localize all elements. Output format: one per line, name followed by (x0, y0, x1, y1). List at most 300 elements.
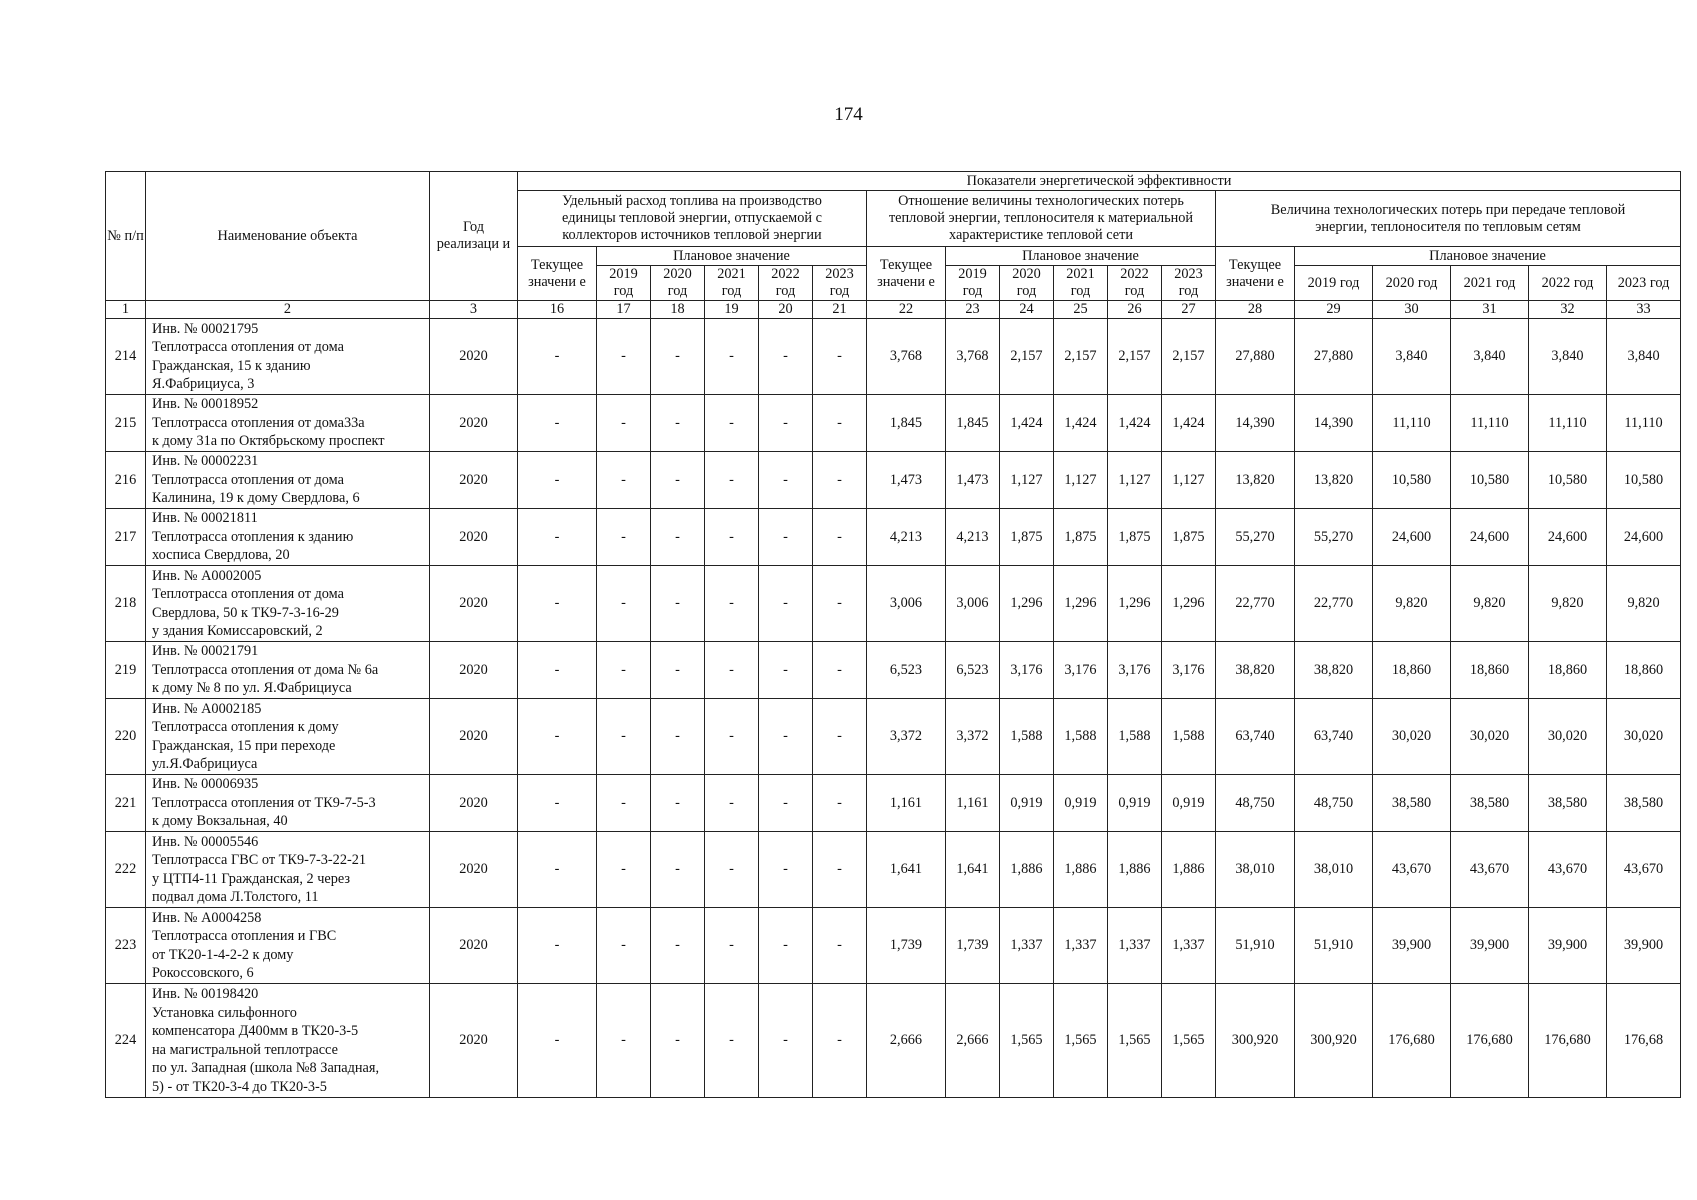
value-cell: 300,920 (1216, 984, 1295, 1098)
object-name-line: 5) - от ТК20-3-4 до ТК20-3-5 (152, 1078, 327, 1095)
value-cell: - (813, 566, 867, 642)
object-name-line: хосписа Свердлова, 20 (152, 547, 290, 564)
value-cell: 1,845 (946, 395, 1000, 452)
object-name-line: Инв. № 00018952 (152, 396, 259, 413)
value-cell: 18,860 (1373, 642, 1451, 699)
object-name-line: Теплотрасса отопления к зданию (152, 528, 354, 545)
object-name-line: Гражданская, 15 при переходе (152, 737, 336, 754)
table-row (106, 984, 1681, 1098)
value-cell: 3,006 (946, 566, 1000, 642)
value-cell: - (518, 832, 597, 908)
value-cell: - (759, 775, 813, 832)
value-cell: - (518, 395, 597, 452)
value-cell: 39,900 (1529, 908, 1607, 984)
value-cell: - (813, 699, 867, 775)
row-number: 216 (106, 452, 146, 509)
value-cell: 2,666 (867, 984, 946, 1098)
value-cell: - (759, 452, 813, 509)
value-cell: - (651, 984, 705, 1098)
value-cell: - (651, 566, 705, 642)
value-cell: 0,919 (1000, 775, 1054, 832)
column-number: 23 (946, 301, 1000, 319)
value-cell: - (759, 642, 813, 699)
value-cell: - (813, 775, 867, 832)
value-cell: - (651, 319, 705, 395)
value-cell: 176,680 (1373, 984, 1451, 1098)
value-cell: 48,750 (1216, 775, 1295, 832)
column-number: 17 (597, 301, 651, 319)
value-cell: - (813, 832, 867, 908)
value-cell: 3,176 (1000, 642, 1054, 699)
column-number: 3 (430, 301, 518, 319)
implementation-year: 2020 (430, 509, 518, 566)
value-cell: 1,127 (1000, 452, 1054, 509)
value-cell: 9,820 (1529, 566, 1607, 642)
header-year: 2022 год (759, 266, 813, 301)
header-col-no: № п/п (106, 172, 146, 301)
value-cell: 1,739 (946, 908, 1000, 984)
value-cell: - (518, 319, 597, 395)
value-cell: - (759, 509, 813, 566)
row-number: 218 (106, 566, 146, 642)
row-number: 222 (106, 832, 146, 908)
value-cell: 11,110 (1451, 395, 1529, 452)
value-cell: - (759, 908, 813, 984)
value-cell: - (651, 642, 705, 699)
value-cell: 30,020 (1607, 699, 1681, 775)
value-cell: 0,919 (1054, 775, 1108, 832)
object-name-line: Теплотрасса отопления к дому (152, 719, 339, 735)
value-cell: - (705, 775, 759, 832)
implementation-year: 2020 (430, 699, 518, 775)
value-cell: 1,424 (1108, 395, 1162, 452)
header-planned-1: Плановое значение (597, 247, 867, 266)
value-cell: 3,840 (1451, 319, 1529, 395)
object-name-line: Инв. № 00021811 (152, 510, 258, 527)
value-cell: 10,580 (1451, 452, 1529, 509)
value-cell: - (651, 908, 705, 984)
column-number: 21 (813, 301, 867, 319)
value-cell: 1,296 (1054, 566, 1108, 642)
header-year: 2020 год (1373, 266, 1451, 301)
object-name-line: Инв. № А0002185 (152, 700, 262, 717)
value-cell: 1,473 (946, 452, 1000, 509)
header-year: 2023 год (1607, 266, 1681, 301)
value-cell: 0,919 (1108, 775, 1162, 832)
object-name-line: у ЦТП4-11 Гражданская, 2 через (152, 870, 351, 887)
object-name-line: ул.Я.Фабрициуса (152, 756, 258, 772)
object-name-line: Инв. № А0004258 (152, 909, 262, 926)
value-cell: 3,176 (1054, 642, 1108, 699)
value-cell: - (651, 775, 705, 832)
object-name-line: Теплотрасса отопления от дома (152, 339, 344, 355)
energy-efficiency-table (105, 171, 1681, 1098)
header-planned-2: Плановое значение (946, 247, 1216, 266)
object-name-line: подвал дома Л.Толстого, 11 (152, 889, 319, 905)
object-name-line: Я.Фабрициуса, 3 (152, 376, 255, 392)
value-cell: 38,820 (1295, 642, 1373, 699)
value-cell: - (518, 642, 597, 699)
object-name-line: Инв. № А0002005 (152, 567, 262, 584)
value-cell: - (759, 984, 813, 1098)
value-cell: 1,588 (1162, 699, 1216, 775)
implementation-year: 2020 (430, 566, 518, 642)
value-cell: 38,010 (1295, 832, 1373, 908)
header-col-name: Наименование объекта (146, 172, 430, 301)
value-cell: - (518, 699, 597, 775)
value-cell: 1,127 (1108, 452, 1162, 509)
value-cell: 1,875 (1054, 509, 1108, 566)
value-cell: 38,580 (1451, 775, 1529, 832)
object-name-line: Теплотрасса отопления от ТК9-7-5-3 (152, 794, 376, 811)
value-cell: 38,010 (1216, 832, 1295, 908)
value-cell: 18,860 (1451, 642, 1529, 699)
value-cell: 3,768 (867, 319, 946, 395)
value-cell: 30,020 (1451, 699, 1529, 775)
value-cell: 39,900 (1607, 908, 1681, 984)
row-number: 219 (106, 642, 146, 699)
value-cell: - (705, 566, 759, 642)
value-cell: 1,886 (1000, 832, 1054, 908)
object-name (146, 566, 430, 642)
value-cell: 1,337 (1054, 908, 1108, 984)
value-cell: 2,157 (1108, 319, 1162, 395)
value-cell: - (813, 984, 867, 1098)
header-block2-title: Отношение величины технологических потерь тепловой энергии, теплоносителя к материальной характеристике тепловой сети (867, 191, 1216, 247)
header-year: 2020 год (651, 266, 705, 301)
header-year: 2019 год (946, 266, 1000, 301)
value-cell: 176,680 (1451, 984, 1529, 1098)
value-cell: - (597, 908, 651, 984)
column-number: 19 (705, 301, 759, 319)
table-header (106, 172, 1681, 319)
value-cell: - (705, 832, 759, 908)
value-cell: 3,768 (946, 319, 1000, 395)
value-cell: 30,020 (1373, 699, 1451, 775)
value-cell: - (597, 699, 651, 775)
header-planned-3: Плановое значение (1295, 247, 1681, 266)
implementation-year: 2020 (430, 319, 518, 395)
header-current-3: Текущее значени е (1216, 247, 1295, 301)
header-year: 2023 год (1162, 266, 1216, 301)
implementation-year: 2020 (430, 984, 518, 1098)
value-cell: 1,641 (867, 832, 946, 908)
value-cell: - (813, 452, 867, 509)
value-cell: 11,110 (1373, 395, 1451, 452)
value-cell: - (518, 775, 597, 832)
header-block1-title: Удельный расход топлива на производство единицы тепловой энергии, отпускаемой с коллекторов источников тепловой энергии (518, 191, 867, 247)
value-cell: 2,157 (1000, 319, 1054, 395)
object-name-line: по ул. Западная (школа №8 Западная, (152, 1060, 380, 1076)
value-cell: - (518, 566, 597, 642)
value-cell: 27,880 (1216, 319, 1295, 395)
object-name-line: Свердлова, 50 к ТК9-7-3-16-29 (152, 604, 339, 621)
value-cell: 39,900 (1451, 908, 1529, 984)
value-cell: 63,740 (1295, 699, 1373, 775)
value-cell: 43,670 (1607, 832, 1681, 908)
object-name-line: Теплотрасса отопления от дома № 6а (152, 661, 379, 678)
object-name-line: к дому 31а по Октябрьскому проспект (152, 433, 385, 450)
value-cell: - (813, 509, 867, 566)
value-cell: 1,296 (1000, 566, 1054, 642)
row-number: 214 (106, 319, 146, 395)
header-block3-title: Величина технологических потерь при передаче тепловой энергии, теплоносителя по тепловым сетям (1216, 191, 1681, 247)
object-name-line: Инв. № 00006935 (152, 776, 259, 793)
column-number: 2 (146, 301, 430, 319)
value-cell: - (518, 908, 597, 984)
value-cell: 24,600 (1607, 509, 1681, 566)
value-cell: 48,750 (1295, 775, 1373, 832)
value-cell: 38,580 (1529, 775, 1607, 832)
value-cell: 3,372 (946, 699, 1000, 775)
value-cell: - (597, 509, 651, 566)
value-cell: - (651, 699, 705, 775)
header-year: 2020 год (1000, 266, 1054, 301)
value-cell: - (759, 699, 813, 775)
value-cell: - (597, 566, 651, 642)
value-cell: 10,580 (1607, 452, 1681, 509)
value-cell: - (597, 452, 651, 509)
object-name-line: Инв. № 00005546 (152, 833, 259, 850)
object-name-line: Инв. № 00002231 (152, 453, 259, 470)
column-number: 22 (867, 301, 946, 319)
object-name-line: от ТК20-1-4-2-2 к дому (152, 946, 294, 963)
value-cell: 11,110 (1529, 395, 1607, 452)
row-number: 217 (106, 509, 146, 566)
object-name-line: Рокоссовского, 6 (152, 965, 254, 981)
object-name (146, 452, 430, 509)
value-cell: 3,176 (1108, 642, 1162, 699)
value-cell: 13,820 (1216, 452, 1295, 509)
value-cell: 14,390 (1216, 395, 1295, 452)
implementation-year: 2020 (430, 832, 518, 908)
value-cell: 38,580 (1373, 775, 1451, 832)
value-cell: 2,157 (1162, 319, 1216, 395)
object-name-line: у здания Комиссаровский, 2 (152, 623, 323, 639)
implementation-year: 2020 (430, 642, 518, 699)
value-cell: - (759, 319, 813, 395)
value-cell: 1,565 (1108, 984, 1162, 1098)
value-cell: - (813, 395, 867, 452)
object-name (146, 832, 430, 908)
value-cell: 1,875 (1162, 509, 1216, 566)
value-cell: 6,523 (946, 642, 1000, 699)
value-cell: - (651, 832, 705, 908)
value-cell: 24,600 (1529, 509, 1607, 566)
object-name-line: на магистральной теплотрассе (152, 1041, 338, 1058)
value-cell: 1,337 (1108, 908, 1162, 984)
value-cell: - (705, 509, 759, 566)
object-name-line: компенсатора Д400мм в ТК20-3-5 (152, 1023, 359, 1039)
value-cell: 3,176 (1162, 642, 1216, 699)
value-cell: - (705, 984, 759, 1098)
object-name-line: Калинина, 19 к дому Свердлова, 6 (152, 490, 360, 507)
value-cell: 24,600 (1451, 509, 1529, 566)
value-cell: - (597, 395, 651, 452)
row-number: 223 (106, 908, 146, 984)
value-cell: 1,424 (1054, 395, 1108, 452)
value-cell: 1,886 (1054, 832, 1108, 908)
column-number: 33 (1607, 301, 1681, 319)
value-cell: 1,565 (1000, 984, 1054, 1098)
column-number: 26 (1108, 301, 1162, 319)
value-cell: 38,580 (1607, 775, 1681, 832)
value-cell: 1,161 (946, 775, 1000, 832)
value-cell: 1,875 (1000, 509, 1054, 566)
column-number: 20 (759, 301, 813, 319)
value-cell: - (597, 775, 651, 832)
value-cell: - (597, 984, 651, 1098)
value-cell: 10,580 (1373, 452, 1451, 509)
object-name-line: Теплотрасса отопления от дома33а (152, 414, 365, 431)
object-name (146, 984, 430, 1098)
value-cell: 43,670 (1451, 832, 1529, 908)
value-cell: 1,875 (1108, 509, 1162, 566)
object-name-line: к дому Вокзальная, 40 (152, 813, 288, 830)
value-cell: - (759, 566, 813, 642)
value-cell: - (518, 452, 597, 509)
value-cell: 24,600 (1373, 509, 1451, 566)
value-cell: 63,740 (1216, 699, 1295, 775)
value-cell: - (518, 984, 597, 1098)
object-name-line: Гражданская, 15 к зданию (152, 357, 311, 374)
page-number: 174 (834, 104, 863, 125)
value-cell: 6,523 (867, 642, 946, 699)
value-cell: 1,337 (1162, 908, 1216, 984)
value-cell: - (705, 699, 759, 775)
value-cell: 51,910 (1295, 908, 1373, 984)
value-cell: 1,473 (867, 452, 946, 509)
value-cell: - (705, 319, 759, 395)
column-number: 18 (651, 301, 705, 319)
table-row (106, 642, 1681, 699)
column-number: 31 (1451, 301, 1529, 319)
header-year: 2021 год (1054, 266, 1108, 301)
header-year: 2022 год (1108, 266, 1162, 301)
table-row (106, 452, 1681, 509)
header-year: 2023 год (813, 266, 867, 301)
column-number: 16 (518, 301, 597, 319)
table-row (106, 908, 1681, 984)
value-cell: 1,337 (1000, 908, 1054, 984)
object-name-line: Теплотрасса ГВС от ТК9-7-3-22-21 (152, 852, 367, 868)
table-row (106, 699, 1681, 775)
table-row (106, 566, 1681, 642)
value-cell: 1,424 (1162, 395, 1216, 452)
value-cell: 3,840 (1373, 319, 1451, 395)
value-cell: 43,670 (1529, 832, 1607, 908)
header-col-year: Год реализаци и (430, 172, 518, 301)
object-name-line: Инв. № 00021795 (152, 320, 259, 337)
value-cell: 1,424 (1000, 395, 1054, 452)
value-cell: - (651, 395, 705, 452)
header-year: 2021 год (1451, 266, 1529, 301)
value-cell: 1,588 (1108, 699, 1162, 775)
value-cell: 27,880 (1295, 319, 1373, 395)
value-cell: 1,886 (1162, 832, 1216, 908)
value-cell: - (705, 908, 759, 984)
column-number-row (106, 301, 1681, 319)
value-cell: 9,820 (1373, 566, 1451, 642)
implementation-year: 2020 (430, 908, 518, 984)
value-cell: 1,161 (867, 775, 946, 832)
table-row (106, 832, 1681, 908)
value-cell: - (813, 319, 867, 395)
value-cell: 14,390 (1295, 395, 1373, 452)
object-name (146, 775, 430, 832)
object-name-line: Теплотрасса отопления и ГВС (152, 928, 337, 944)
object-name-line: Инв. № 00198420 (152, 986, 259, 1002)
object-name-line: к дому № 8 по ул. Я.Фабрициуса (152, 680, 352, 697)
value-cell: 38,820 (1216, 642, 1295, 699)
value-cell: 4,213 (867, 509, 946, 566)
object-name (146, 642, 430, 699)
value-cell: - (597, 319, 651, 395)
implementation-year: 2020 (430, 452, 518, 509)
value-cell: 1,845 (867, 395, 946, 452)
value-cell: 1,565 (1054, 984, 1108, 1098)
value-cell: 300,920 (1295, 984, 1373, 1098)
value-cell: 1,296 (1108, 566, 1162, 642)
value-cell: 51,910 (1216, 908, 1295, 984)
value-cell: 30,020 (1529, 699, 1607, 775)
value-cell: 176,680 (1529, 984, 1607, 1098)
header-current-2: Текущее значени е (867, 247, 946, 301)
implementation-year: 2020 (430, 775, 518, 832)
value-cell: 1,886 (1108, 832, 1162, 908)
object-name-line: Инв. № 00021791 (152, 643, 259, 660)
value-cell: 4,213 (946, 509, 1000, 566)
value-cell: 55,270 (1216, 509, 1295, 566)
column-number: 24 (1000, 301, 1054, 319)
value-cell: 1,127 (1054, 452, 1108, 509)
object-name (146, 509, 430, 566)
column-number: 30 (1373, 301, 1451, 319)
header-group-title: Показатели энергетической эффективности (518, 172, 1681, 191)
value-cell: 1,296 (1162, 566, 1216, 642)
value-cell: 1,565 (1162, 984, 1216, 1098)
header-current-1: Текущее значени е (518, 247, 597, 301)
row-number: 221 (106, 775, 146, 832)
row-number: 224 (106, 984, 146, 1098)
value-cell: - (705, 642, 759, 699)
value-cell: 1,588 (1054, 699, 1108, 775)
column-number: 29 (1295, 301, 1373, 319)
row-number: 215 (106, 395, 146, 452)
value-cell: 2,666 (946, 984, 1000, 1098)
value-cell: 13,820 (1295, 452, 1373, 509)
value-cell: 1,588 (1000, 699, 1054, 775)
column-number: 27 (1162, 301, 1216, 319)
value-cell: 18,860 (1607, 642, 1681, 699)
table-row (106, 395, 1681, 452)
header-year: 2019 год (597, 266, 651, 301)
column-number: 28 (1216, 301, 1295, 319)
column-number: 32 (1529, 301, 1607, 319)
table-row (106, 775, 1681, 832)
row-number: 220 (106, 699, 146, 775)
object-name-line: Теплотрасса отопления от дома (152, 471, 344, 488)
object-name (146, 908, 430, 984)
value-cell: 2,157 (1054, 319, 1108, 395)
value-cell: 9,820 (1607, 566, 1681, 642)
value-cell: 39,900 (1373, 908, 1451, 984)
value-cell: - (597, 832, 651, 908)
value-cell: - (813, 642, 867, 699)
value-cell: 3,840 (1529, 319, 1607, 395)
value-cell: 10,580 (1529, 452, 1607, 509)
table-body (106, 319, 1681, 1098)
